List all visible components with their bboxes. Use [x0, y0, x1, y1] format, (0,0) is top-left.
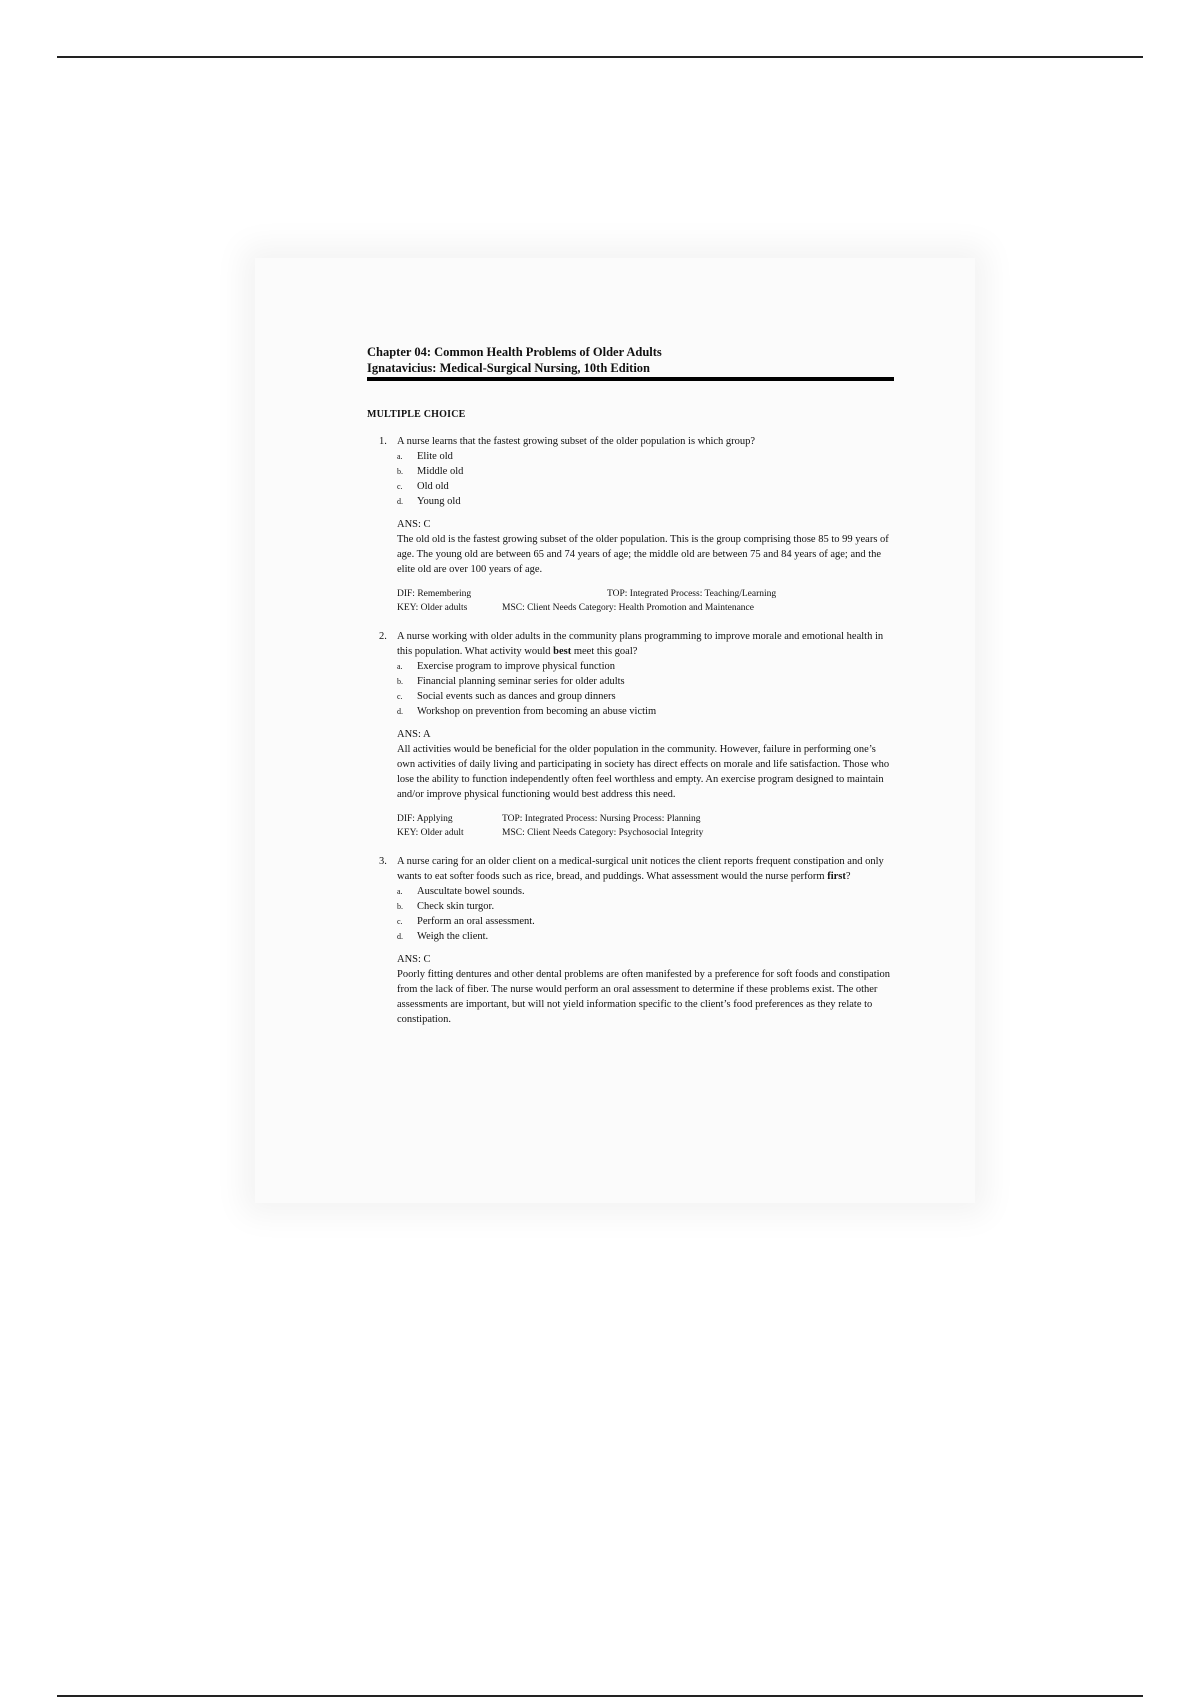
bottom-rule	[57, 1695, 1143, 1697]
question-2	[367, 629, 891, 840]
choice-item: c. Old old	[397, 481, 449, 492]
choice-item: a. Exercise program to improve physical function	[397, 661, 615, 672]
choice-item: b. Financial planning seminar series for older adults	[397, 676, 625, 687]
choice-list	[397, 449, 891, 509]
answer-key: ANS: C	[397, 519, 431, 530]
answer-key: ANS: C	[397, 954, 431, 965]
question-stem: A nurse caring for an older client on a medical-surgical unit notices the client reports frequent constipation and only wants to eat softer foods such as rice, bread, and puddings. What assessment would the nurse perform first?	[397, 856, 884, 882]
choice-item: b. Middle old	[397, 466, 464, 477]
question-number: 3.	[379, 856, 387, 867]
choice-item: c. Perform an oral assessment.	[397, 916, 535, 927]
document-content	[367, 344, 891, 1027]
rationale: All activities would be beneficial for the older population in the community. However, failure in performing one’s own activities of daily living and participating in society has direct effects on morale and life satisfaction. Those who lose the ability to function independently often feel worthless and empty. An exercise program designed to maintain and/or improve physical functioning would best address this need.	[397, 744, 890, 800]
choice-item: c. Social events such as dances and group dinners	[397, 691, 616, 702]
difficulty: DIF: Remembering	[397, 589, 472, 599]
choice-item: a. Elite old	[397, 451, 453, 462]
section-heading: MULTIPLE CHOICE	[367, 409, 466, 420]
question-number: 2.	[379, 631, 387, 642]
rationale: Poorly fitting dentures and other dental problems are often manifested by a preference for soft foods and constipation from the lack of fiber. The nurse would perform an oral assessment to determine if these problems exist. The other assessments are important, but will not yield information specific to the client’s food preferences as they relate to constipation.	[397, 969, 891, 1025]
chapter-title: Chapter 04: Common Health Problems of Older Adults	[367, 345, 662, 359]
choice-item: b. Check skin turgor.	[397, 901, 495, 912]
choice-list	[397, 884, 891, 944]
difficulty: DIF: Applying	[397, 814, 453, 824]
top-rule	[57, 56, 1143, 58]
choice-item: a. Auscultate bowel sounds.	[397, 886, 525, 897]
question-3	[367, 854, 891, 1027]
topic: TOP: Integrated Process: Teaching/Learning	[607, 589, 777, 599]
answer-key: ANS: A	[397, 729, 431, 740]
choice-item: d. Young old	[397, 496, 461, 507]
question-stem: A nurse learns that the fastest growing subset of the older population is which group?	[397, 436, 756, 447]
topic: TOP: Integrated Process: Nursing Process: Planning	[502, 814, 701, 824]
title-rule	[367, 377, 894, 381]
rationale: The old old is the fastest growing subset of the older population. This is the group comprising those 85 to 99 years of age. The young old are between 65 and 74 years of age; the middle old are between 75 and 84 years of age; and the elite old are over 100 years of age.	[397, 534, 889, 575]
question-number: 1.	[379, 436, 387, 447]
keyword: KEY: Older adults	[397, 603, 468, 613]
choice-list	[397, 659, 891, 719]
choice-item: d. Weigh the client.	[397, 931, 489, 942]
question-metadata	[397, 587, 891, 615]
document-page	[255, 258, 975, 1203]
keyword: KEY: Older adult	[397, 828, 464, 838]
question-stem: A nurse working with older adults in the community plans programming to improve morale and emotional health in this population. What activity would best meet this goal?	[397, 631, 884, 657]
msc: MSC: Client Needs Category: Psychosocial Integrity	[502, 828, 704, 838]
question-1	[367, 434, 891, 615]
msc: MSC: Client Needs Category: Health Promotion and Maintenance	[502, 603, 754, 613]
book-title: Ignatavicius: Medical-Surgical Nursing, 10th Edition	[367, 361, 651, 375]
question-metadata	[397, 812, 891, 840]
choice-item: d. Workshop on prevention from becoming an abuse victim	[397, 706, 657, 717]
